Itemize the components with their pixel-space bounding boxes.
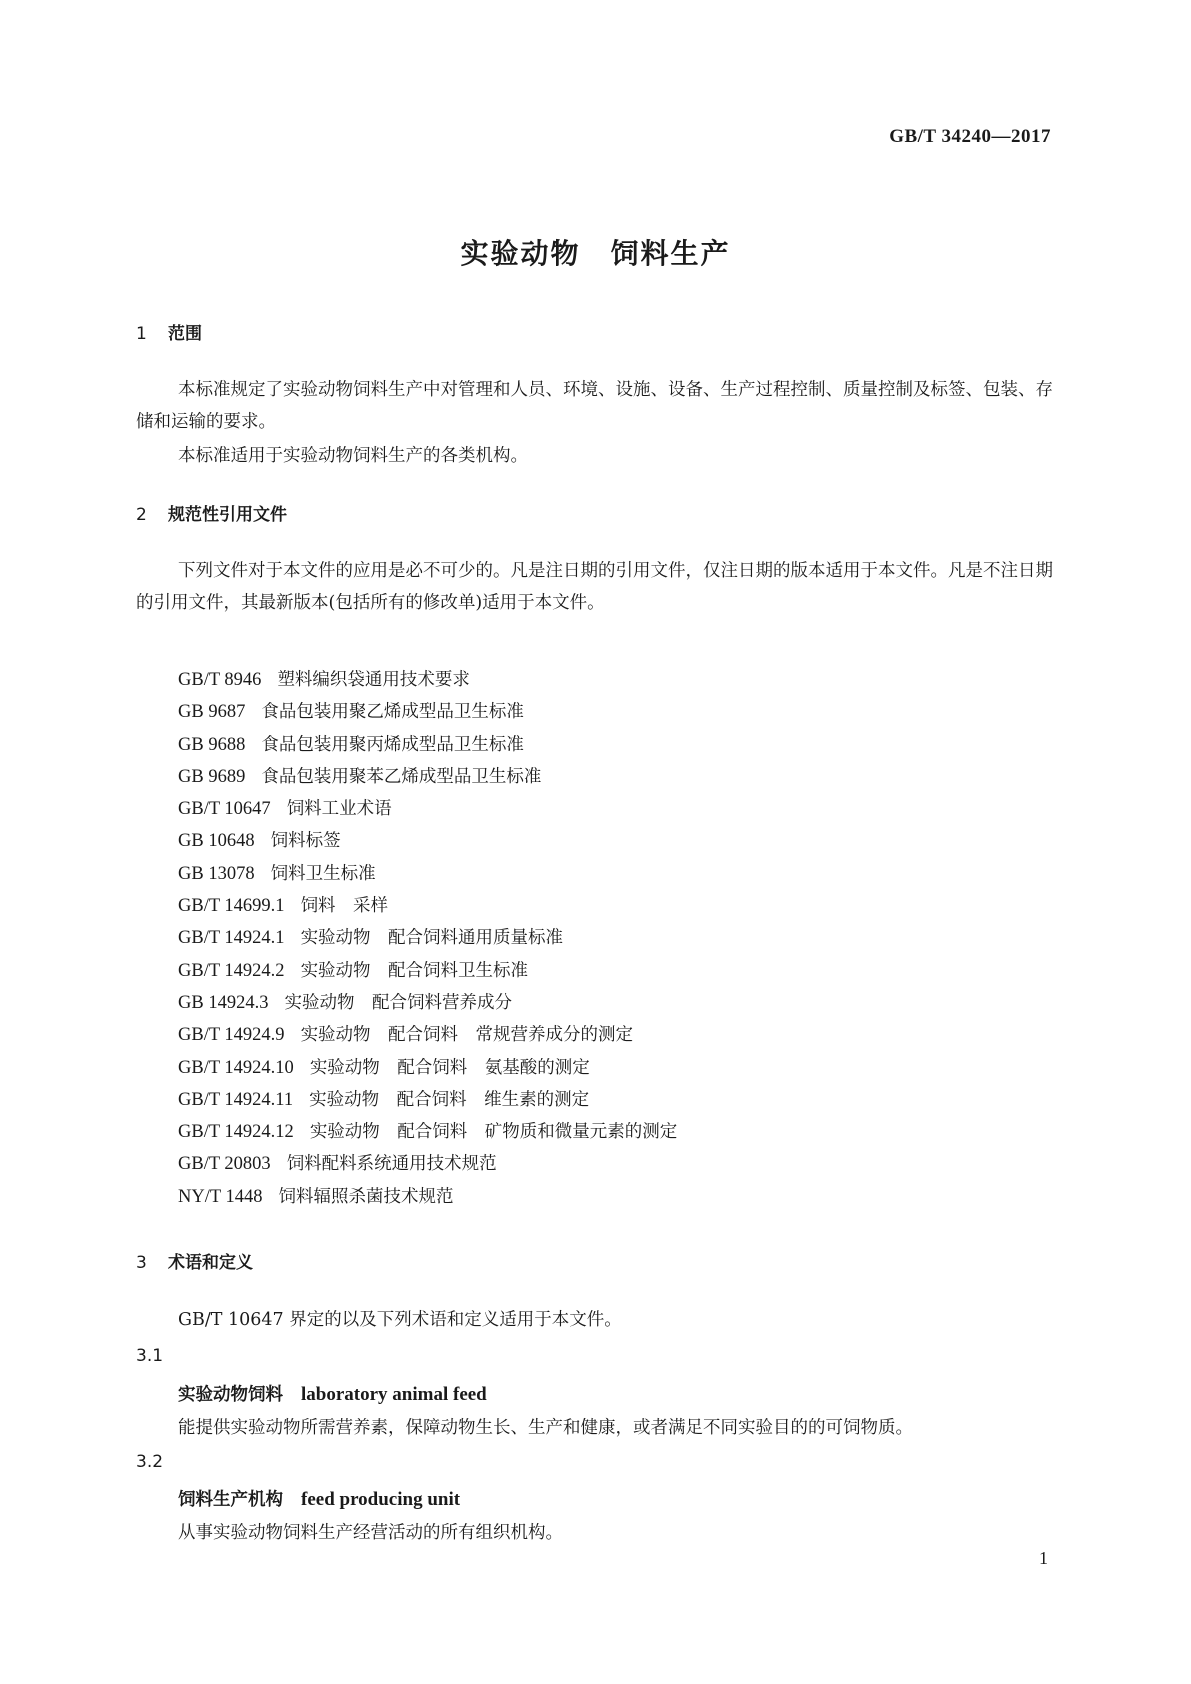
reference-code: GB/T 14699.1 (178, 896, 285, 917)
reference-title: 实验动物 配合饲料 氨基酸的测定 (309, 1057, 590, 1078)
standard-code: GB/T 34240—2017 (889, 126, 1051, 147)
section-title: 术语和定义 (168, 1253, 253, 1273)
term-heading (178, 1486, 460, 1511)
reference-item (178, 1116, 677, 1148)
section-1-scope-note: 本标准适用于实验动物饲料生产的各类机构。 (178, 446, 528, 466)
term-zh: 饲料生产机构 (178, 1490, 283, 1510)
reference-item (178, 696, 677, 728)
document-title: 实验动物 饲料生产 (460, 237, 731, 270)
term-definition: 能提供实验动物所需营养素，保障动物生长、生产和健康，或者满足不同实验目的的可饲物质。 (178, 1418, 913, 1438)
reference-title: 饲料 采样 (300, 896, 389, 917)
reference-item (178, 1084, 677, 1116)
term-heading (178, 1381, 487, 1406)
reference-code: GB/T 14924.2 (178, 960, 285, 981)
reference-title: 饲料标签 (270, 831, 341, 852)
section-2-heading (136, 500, 287, 525)
reference-item (178, 1019, 677, 1051)
term-en: laboratory animal feed (301, 1384, 487, 1405)
reference-code: GB 14924.3 (178, 992, 269, 1013)
reference-title: 食品包装用聚丙烯成型品卫生标准 (261, 734, 524, 755)
reference-code: GB/T 14924.9 (178, 1025, 285, 1046)
paragraph-text: 下列文件对于本文件的应用是必不可少的。凡是注日期的引用文件，仅注日期的版本适用于本文件。凡是不注日期的引用文件，其最新版本(包括所有的修改单)适用于本文件。 (136, 561, 1053, 613)
section-3-intro: GB/T 10647 界定的以及下列术语和定义适用于本文件。 (178, 1310, 622, 1330)
reference-code: GB 9687 (178, 702, 246, 723)
reference-title: 食品包装用聚苯乙烯成型品卫生标准 (261, 766, 542, 787)
section-1-heading (136, 319, 202, 344)
section-number: 1 (136, 324, 147, 344)
section-title: 规范性引用文件 (168, 505, 287, 525)
reference-item (178, 987, 677, 1019)
reference-title: 实验动物 配合饲料 矿物质和微量元素的测定 (309, 1122, 678, 1143)
reference-title: 饲料配料系统通用技术规范 (286, 1154, 497, 1175)
section-1-paragraph (136, 374, 1061, 438)
reference-code: GB/T 14924.10 (178, 1057, 294, 1078)
reference-code: GB 10648 (178, 831, 255, 852)
reference-item (178, 890, 677, 922)
reference-item (178, 664, 677, 696)
reference-title: 实验动物 配合饲料卫生标准 (300, 960, 529, 981)
reference-item (178, 1181, 677, 1213)
reference-item (178, 1148, 677, 1180)
term-number: 3.2 (136, 1452, 164, 1472)
paragraph-text: 本标准规定了实验动物饲料生产中对管理和人员、环境、设施、设备、生产过程控制、质量控制及标签、包装、存储和运输的要求。 (136, 380, 1053, 432)
term-definition: 从事实验动物饲料生产经营活动的所有组织机构。 (178, 1523, 563, 1543)
reference-item (178, 761, 677, 793)
section-3-heading (136, 1248, 253, 1273)
reference-code: GB/T 10647 (178, 799, 271, 820)
reference-code: GB 9688 (178, 734, 246, 755)
term-zh: 实验动物饲料 (178, 1385, 283, 1405)
reference-title: 食品包装用聚乙烯成型品卫生标准 (261, 702, 524, 723)
reference-item (178, 793, 677, 825)
reference-item (178, 858, 677, 890)
reference-item (178, 1052, 677, 1084)
section-number: 2 (136, 505, 147, 525)
reference-item (178, 955, 677, 987)
reference-item (178, 825, 677, 857)
term-en: feed producing unit (301, 1489, 461, 1510)
reference-title: 饲料工业术语 (286, 799, 392, 820)
reference-title: 实验动物 配合饲料通用质量标准 (300, 928, 564, 949)
reference-code: NY/T 1448 (178, 1186, 263, 1207)
reference-list (178, 664, 677, 1213)
reference-code: GB 13078 (178, 863, 255, 884)
reference-item (178, 922, 677, 954)
reference-title: 饲料辐照杀菌技术规范 (278, 1186, 454, 1207)
reference-title: 实验动物 配合饲料营养成分 (284, 992, 512, 1013)
section-2-intro (136, 555, 1061, 619)
section-title: 范围 (168, 324, 202, 344)
reference-code: GB/T 14924.1 (178, 928, 285, 949)
reference-code: GB/T 14924.11 (178, 1089, 294, 1110)
reference-title: 实验动物 配合饲料 常规营养成分的测定 (300, 1025, 634, 1046)
reference-code: GB 9689 (178, 766, 246, 787)
reference-title: 饲料卫生标准 (270, 863, 376, 884)
reference-title: 实验动物 配合饲料 维生素的测定 (309, 1089, 590, 1110)
term-number: 3.1 (136, 1346, 164, 1366)
page-number: 1 (1039, 1548, 1048, 1568)
reference-item (178, 729, 677, 761)
section-number: 3 (136, 1253, 147, 1273)
reference-code: GB/T 14924.12 (178, 1122, 294, 1143)
reference-code: GB/T 20803 (178, 1154, 271, 1175)
reference-code: GB/T 8946 (178, 670, 262, 690)
reference-title: 塑料编织袋通用技术要求 (277, 670, 470, 690)
